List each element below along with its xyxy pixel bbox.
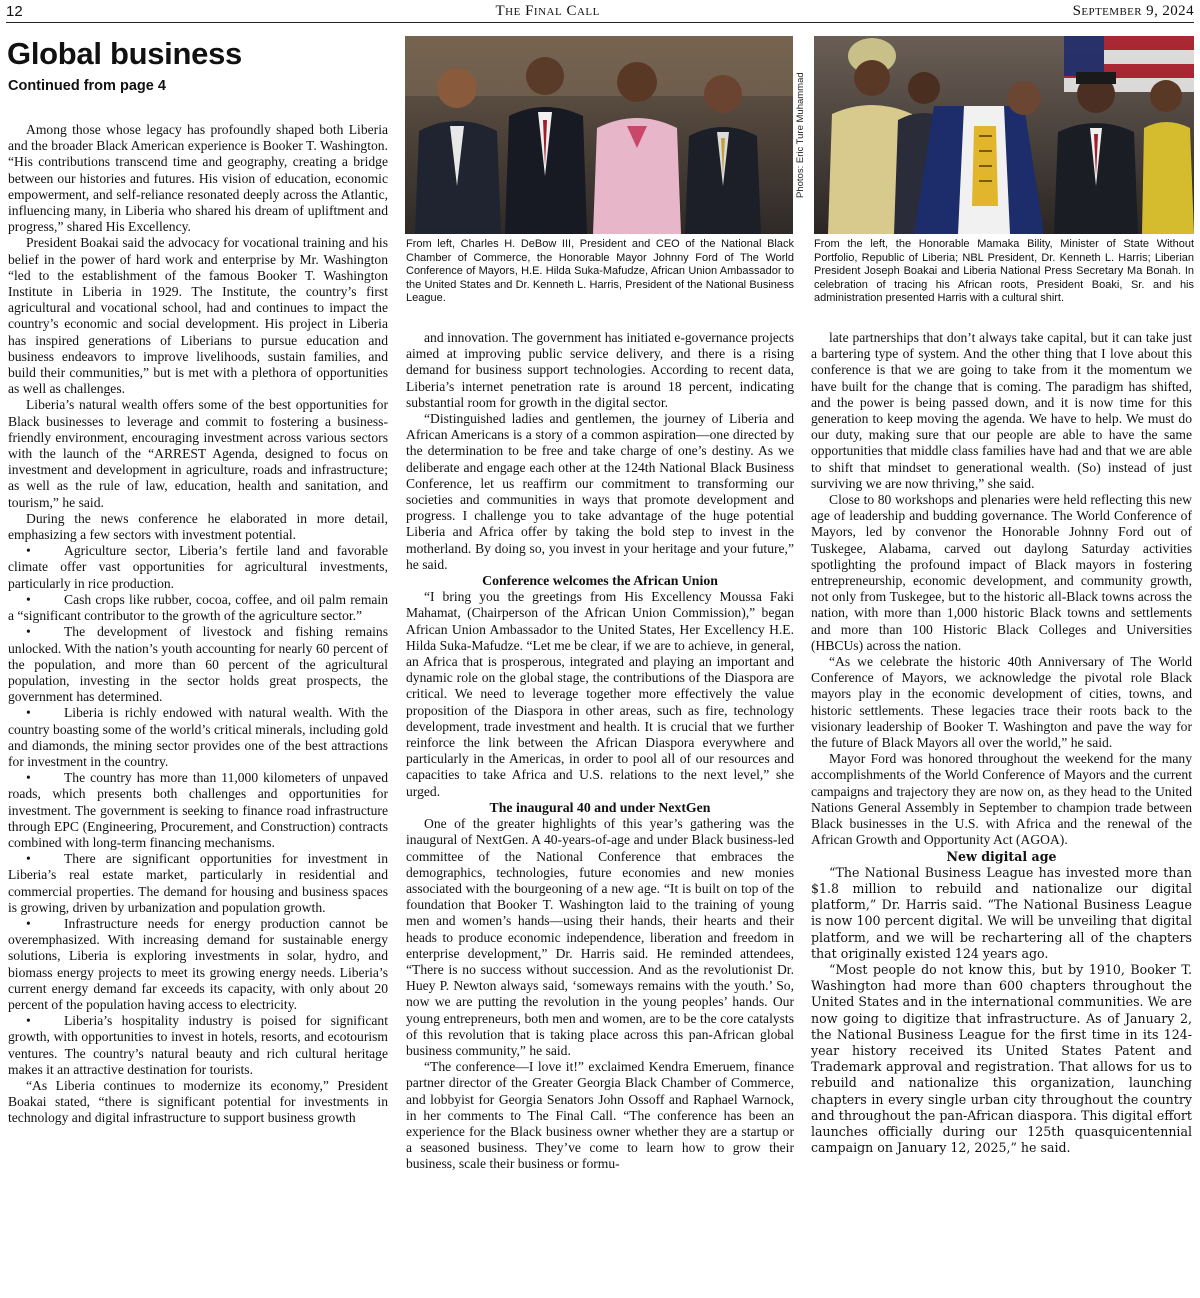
- bullet-glyph: •: [26, 915, 31, 931]
- paragraph: Close to 80 workshops and plenaries were held reflecting this new age of leadership and budding governance. The World Conference of Mayors, led by convenor the Honorable Johnny Ford out of Tuskegee, Alabama, carved out daylong Saturday activities spotlighting the profound impact of Black mayors in fostering entrepreneurship, economic development, and community growth, not only from Tuskegee, but to the historic all-Black towns across the nation, with more than 1,000 historic Black towns and settlements and more than 100 Historic Black Colleges and Universities (HBCUs) across the nation.: [811, 492, 1192, 653]
- bullet-glyph: •: [26, 591, 31, 607]
- paragraph: Among those whose legacy has profoundly shaped both Liberia and the broader Black American experience is Booker T. Washington. “His contributions transcend time and geography, creating a bridge between our histories and futures. His vision of education, economic empowerment, and self-reliance resonated deeply across the Atlantic, influencing many, in Liberia who shared his dream of upliftment and progress,” shared His Excellency.: [8, 122, 388, 235]
- bullet-glyph: •: [26, 624, 31, 640]
- article-column-3: [811, 330, 1192, 1294]
- subheading: Conference welcomes the African Union: [482, 573, 718, 589]
- bullet-item: [8, 851, 388, 916]
- bullet-text: There are significant opportunities for investment in Liberia’s real estate market, particularly in residential and commercial properties. The demand for housing and business spaces is growing, driven by urbanization and population growth.: [8, 851, 388, 915]
- photo-conference-leaders: [405, 36, 793, 234]
- article-column-1: [8, 122, 388, 1294]
- section-title: Global business: [7, 36, 242, 71]
- paragraph: “Distinguished ladies and gentlemen, the journey of Liberia and African Americans is a story of a common aspiration—one directed by the determination to be free and take charge of one’s destiny. As we deliberate and engage each other at the 124th National Black Business Conference, let us reaffirm our commitment to transforming our societies and communities in ways that promote development and progress. I challenge you to take advantage of the huge potential Liberia and Africa offer by taking the bold step to invest in the motherland. By doing so, you invest in your heritage and your future,” he said.: [406, 411, 794, 572]
- paragraph: Mayor Ford was honored throughout the weekend for the many accomplishments of the World Conference of Mayors and the current campaigns and trajectory they are now on, as they head to the United Nations General Assembly in September to champion trade between Black businesses in the U.S. with Africa and the renewal of the African Growth and Opportunity Act (AGOA).: [811, 751, 1192, 848]
- bullet-text: Liberia is richly endowed with natural wealth. With the country boasting some of the world’s critical minerals, including gold and diamonds, the mining sector provides one of the best attractions for investment in the country.: [8, 705, 388, 769]
- bullet-text: Infrastructure needs for energy production cannot be overemphasized. With increasing demand for sustainable energy solutions, Liberia is exploring investments in solar, hydro, and biomass energy projects to meet its growing energy needs. Liberia’s current energy demand far exceeds its capacity, with only about 20 percent of the population having access to electricity.: [8, 915, 388, 1012]
- bullet-item: [8, 1013, 388, 1078]
- bullet-item: [8, 624, 388, 705]
- page-header: [6, 0, 1194, 23]
- paragraph: and innovation. The government has initiated e-governance projects aimed at improving public service delivery, and there is a rising demand for business support technologies. According to recent data, Liberia’s internet penetration rate is around 18 percent, indicating substantial room for growth in the digital sector.: [406, 330, 794, 410]
- bullet-text: The country has more than 11,000 kilometers of unpaved roads, which presents both challenges and opportunities for investment. The government is seeking to finance road infrastructure through EPC (Engineering, Procurement, and Construction) contracts combined with long-term financing mechanisms.: [8, 770, 388, 850]
- subheading: New digital age: [946, 848, 1057, 864]
- paragraph: Liberia’s natural wealth offers some of the best opportunities for Black businesses to leverage and commit to fostering a business-friendly environment, encouraging investment across various sectors with the launch of the “ARREST Agenda, designed to focus on investment and development in agriculture, roads and infrastructure; as well as the rule of law, education, health and sanitation, and tourism,” he said.: [8, 397, 388, 510]
- paragraph: During the news conference he elaborated in more detail, emphasizing a few sectors with investment potential.: [8, 510, 388, 543]
- photo-credit: Photos: Eric Ture Muhammad: [795, 72, 806, 198]
- photo-cultural-shirt-presentation: [814, 36, 1194, 234]
- bullet-text: Cash crops like rubber, cocoa, coffee, and oil palm remain a “significant contributor to the growth of the agriculture sector.”: [8, 591, 388, 624]
- paragraph: “The National Business League has invested more than $1.8 million to rebuild and nationalize our digital platform,” Dr. Harris said. “The National Business League is now 100 percent digital. We will be unveiling that digital platform, and we will be rechartering all of the chapters that originally existed 124 years ago.: [811, 864, 1192, 961]
- bullet-text: Agriculture sector, Liberia’s fertile land and favorable climate offer vast opportunities for agricultural investments, particularly in rice production.: [8, 543, 388, 591]
- bullet-item: [8, 592, 388, 624]
- bullet-glyph: •: [26, 543, 31, 559]
- bullet-item: [8, 543, 388, 592]
- paragraph: “The conference—I love it!” exclaimed Kendra Emeruem, finance partner director of the Greater Georgia Black Chamber of Commerce, and lobbyist for Georgia Senators John Ossoff and Raphael Warnock, in her comments to The Final Call. “The conference has been an experience for the Black business owner whether they are a startup or a seasoned business. They’ve come to learn how to grow their business, scale their business or formu-: [406, 1059, 794, 1172]
- bullet-glyph: •: [26, 851, 31, 867]
- bullet-glyph: •: [26, 1013, 31, 1029]
- paragraph: President Boakai said the advocacy for vocational training and his belief in the power of hard work and enterprise by Mr. Washington “led to the establishment of the famous Booker T. Washington Institute in Liberia in 1929. The Institute, the country’s first agricultural and vocational school, had and continues to impact the country’s economic and social development. His project in Liberia has inspired generations of Liberians to pursue education and business endeavors to improve livelihoods, sustain families, and build their communities,” but is met with a plethora of opportunities as well as challenges.: [8, 235, 388, 397]
- paragraph: late partnerships that don’t always take capital, but it can take just a bartering type of system. And the other thing that I love about this conference is that we are going to take from it the momentum we have built for the change that is coming. The paradigm has shifted, and the power is being passed down, and it is now time for this generation to keep moving the agenda. We have to help. We must do our duty, making sure that our people are able to have the same opportunities that middle class families have had and that we are able to shift that mindset to generational wealth. (So) instead of just surviving we are now thriving,” she said.: [811, 330, 1192, 491]
- bullet-text: The development of livestock and fishing remains unlocked. With the nation’s youth accounting for nearly 60 percent of the population, and more than 60 percent of the agricultural population, investing in the sector holds great prospects, the government has determined.: [8, 624, 388, 705]
- paragraph: “As we celebrate the historic 40th Anniversary of The World Conference of Mayors, we acknowledge the pivotal role Black mayors play in the economic development of cities, towns, and historic settlements. These legacies trace their roots back to the visionary leadership of Booker T. Washington and pave the way for the future of Black Mayors all over the world,” he said.: [811, 654, 1192, 751]
- bullet-text: Liberia’s hospitality industry is poised for significant growth, with opportunities to invest in hotels, resorts, and ecotourism ventures. The country’s natural beauty and rich cultural heritage makes it an attractive destination for tourists.: [8, 1013, 388, 1077]
- page-number: 12: [6, 2, 23, 20]
- publication-name: The Final Call: [495, 2, 600, 19]
- bullet-item: [8, 916, 388, 1013]
- paragraph: One of the greater highlights of this year’s gathering was the inaugural of NextGen. A 40-years-of-age and under Black business-led committee of the National Conference that embraces the demographics, technologies, future economies and new monies associated with the bourgeoning of a new age. “It is built on top of the foundation that Booker T. Washington laid to the training of young men and women’s hands—using their hands, their hearts and their heads to produce economic independence, liberation and freedom in enterprise development,” Dr. Harris said. He reminded attendees, “There is no success without succession. And as the revolutionist Dr. Huey P. Newton always said, ‘someways remains with the youth.’ So, now we are putting the revolution in the young peoples’ hands. Our young entrepreneurs, both men and women, are to be the core catalysts of this revolution that is taking place across this pan-African global business community,” he said.: [406, 816, 794, 1058]
- subheading: The inaugural 40 and under NextGen: [489, 799, 711, 815]
- bullet-glyph: •: [26, 705, 31, 721]
- bullet-glyph: •: [26, 770, 31, 786]
- article-column-2: [406, 330, 794, 1294]
- bullet-item: [8, 770, 388, 851]
- bullet-item: [8, 705, 388, 770]
- paragraph: “I bring you the greetings from His Excellency Moussa Faki Mahamat, (Chairperson of the African Union Commission),” began African Union Ambassador to the United States, Her Excellency H.E. Hilda Suka-Mafudze. “Let me be clear, if we are to achieve, in general, an Africa that is prosperous, integrated and playing an important and dynamic role on the global stage, the contributions of the Diaspora are critical. We need to leverage together more effectively the value proposition of the Diaspora in other areas, such as fire, technology development, trade investment and health. It is crucial that we further reinforce the link between the African Diaspora everywhere and particularly in the Americas, in order to pool all of our resources and capacities to take Africa and U.S. relations to the next level,” she urged.: [406, 589, 794, 799]
- photo-caption-right: From the left, the Honorable Mamaka Bility, Minister of State Without Portfolio, Republic of Liberia; NBL President, Dr. Kenneth L. Harris; Liberian President Joseph Boakai and Liberia National Press Secretary Ma Bonah. In celebration of tracing his African roots, President Boaki, Sr. and his administration presented Harris with a cultural shirt.: [814, 238, 1194, 305]
- issue-date: September 9, 2024: [1072, 2, 1194, 19]
- continued-note: Continued from page 4: [8, 78, 166, 94]
- paragraph: “Most people do not know this, but by 1910, Booker T. Washington had more than 600 chapters throughout the United States and in the international communities. We are now going to digitize that infrastructure. As of January 2, the National Business League for the first time in its 124-year history received its United States Patent and Trademark approval and registration. That allows for us to rebuild and nationalize this organization, launching chapters in every single urban city throughout the country and throughout the pan-African diaspora. This digital effort launches officially during our 125th quasquicentennial campaign on January 12, 2025,” he said.: [811, 961, 1192, 1156]
- photo-caption-left: From left, Charles H. DeBow III, President and CEO of the National Black Chamber of Commerce, the Honorable Mayor Johnny Ford of The World Conference of Mayors, H.E. Hilda Suka-Mafudze, African Union Ambassador to the United States and Dr. Kenneth L. Harris, President of the National Business League.: [406, 238, 794, 305]
- paragraph: “As Liberia continues to modernize its economy,” President Boakai stated, “there is significant potential for investments in technology and digital infrastructure to support business growth: [8, 1077, 388, 1126]
